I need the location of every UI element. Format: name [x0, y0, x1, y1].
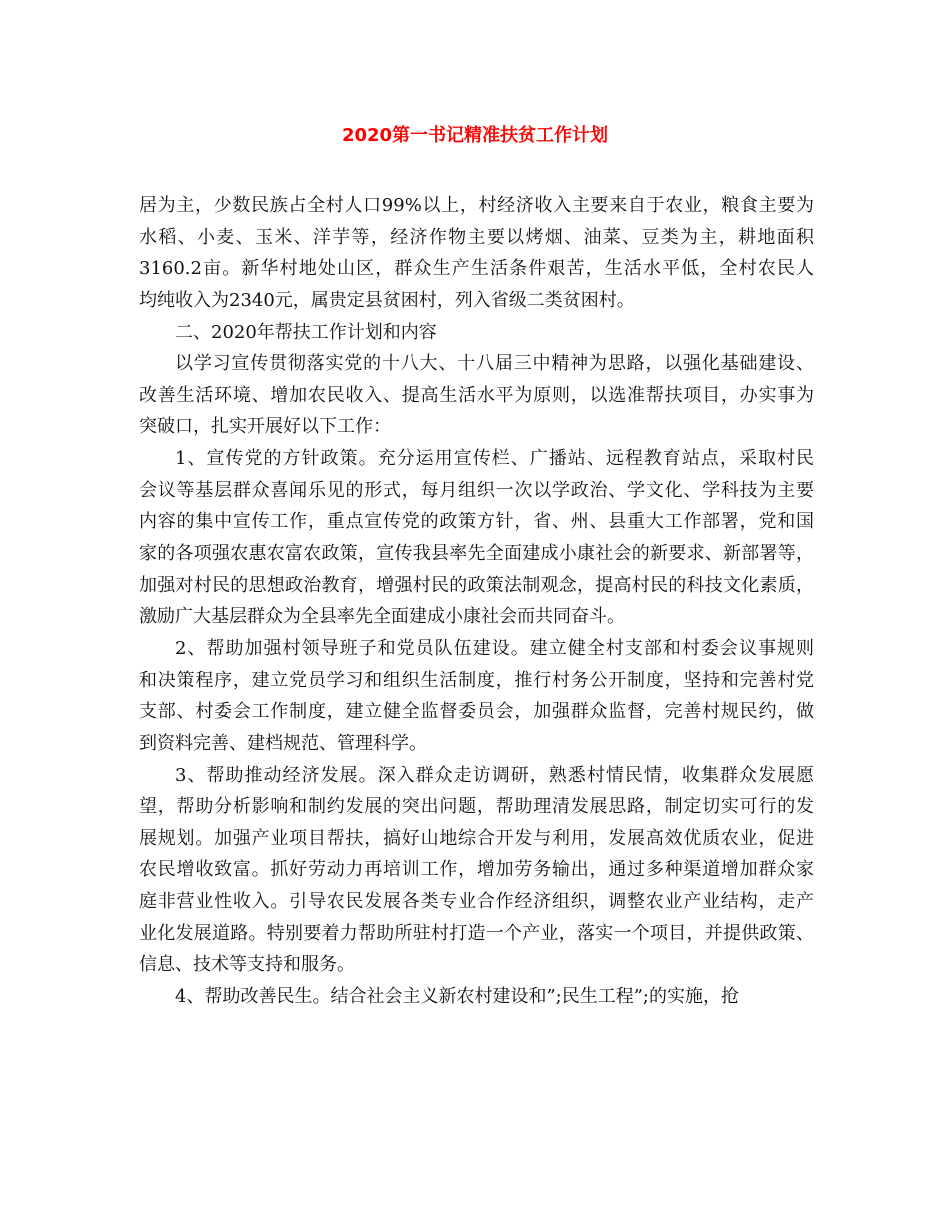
paragraph-line: 4、帮助改善民生。结合社会主义新农村建设和”;民生工程”;的实施，抢 [175, 986, 739, 1008]
paragraph-line: 水稻、小麦、玉米、洋芋等，经济作物主要以烤烟、油菜、豆类为主，耕地面积 [139, 226, 814, 248]
paragraph [139, 633, 814, 760]
paragraph-line: 会议等基层群众喜闻乐见的形式，每月组织一次以学政治、学文化、学科技为主要 [139, 479, 814, 501]
paragraph-line: 改善生活环境、增加农民收入、提高生活水平为原则，以选准帮扶项目，办实事为 [139, 384, 814, 406]
paragraph-line: 展规划。加强产业项目帮扶，搞好山地综合开发与利用，发展高效优质农业，促进 [139, 827, 814, 849]
paragraph [139, 981, 814, 1013]
paragraph-line: 突破口，扎实开展好以下工作： [139, 416, 391, 438]
paragraph-line: 3、帮助推动经济发展。深入群众走访调研，熟悉村情民情，收集群众发展愿 [175, 764, 814, 786]
paragraph-line: 望，帮助分析影响和制约发展的突出问题，帮助理清发展思路，制定切实可行的发 [139, 796, 814, 818]
paragraph [139, 760, 814, 981]
paragraph-line: 到资料完善、建档规范、管理科学。 [139, 732, 427, 754]
document-title: 2020第一书记精准扶贫工作计划 [341, 125, 609, 146]
paragraph-line: 内容的集中宣传工作，重点宣传党的政策方针，省、州、县重大工作部署，党和国 [139, 511, 814, 533]
paragraph-line: 3160.2亩。新华村地处山区，群众生产生活条件艰苦，生活水平低，全村农民人 [139, 258, 814, 280]
paragraph-line: 支部、村委会工作制度，建立健全监督委员会，加强群众监督，完善村规民约，做 [139, 701, 814, 723]
paragraph-line: 业化发展道路。特别要着力帮助所驻村打造一个产业，落实一个项目，并提供政策、 [139, 922, 814, 944]
paragraph-line: 激励广大基层群众为全县率先全面建成小康社会而共同奋斗。 [139, 606, 625, 628]
paragraph [139, 317, 814, 349]
paragraph-line: 和决策程序，建立党员学习和组织生活制度，推行村务公开制度，坚持和完善村党 [139, 669, 814, 691]
paragraph [139, 190, 814, 317]
paragraph-line: 农民增收致富。抓好劳动力再培训工作，增加劳务输出，通过多种渠道增加群众家 [139, 859, 814, 881]
paragraph-line: 2、帮助加强村领导班子和党员队伍建设。建立健全村支部和村委会议事规则 [175, 637, 814, 659]
paragraph-line: 庭非营业性收入。引导农民发展各类专业合作经济组织，调整农业产业结构，走产 [139, 891, 814, 913]
paragraph-line: 二、2020年帮扶工作计划和内容 [175, 321, 437, 343]
paragraph-line: 以学习宣传贯彻落实党的十八大、十八届三中精神为思路，以强化基础建设、 [175, 353, 814, 375]
paragraph-line: 家的各项强农惠农富农政策，宣传我县率先全面建成小康社会的新要求、新部署等， [139, 543, 814, 565]
paragraph-line: 1、宣传党的方针政策。充分运用宣传栏、广播站、远程教育站点，采取村民 [175, 448, 814, 470]
paragraph [139, 443, 814, 633]
paragraph [139, 348, 814, 443]
document-body [139, 190, 814, 1013]
paragraph-line: 均纯收入为2340元，属贵定县贫困村，列入省级二类贫困村。 [139, 289, 635, 311]
paragraph-line: 信息、技术等支持和服务。 [139, 954, 355, 976]
paragraph-line: 居为主，少数民族占全村人口99%以上，村经济收入主要来自于农业，粮食主要为 [139, 195, 814, 216]
paragraph-line: 加强对村民的思想政治教育，增强村民的政策法制观念，提高村民的科技文化素质， [139, 574, 814, 596]
